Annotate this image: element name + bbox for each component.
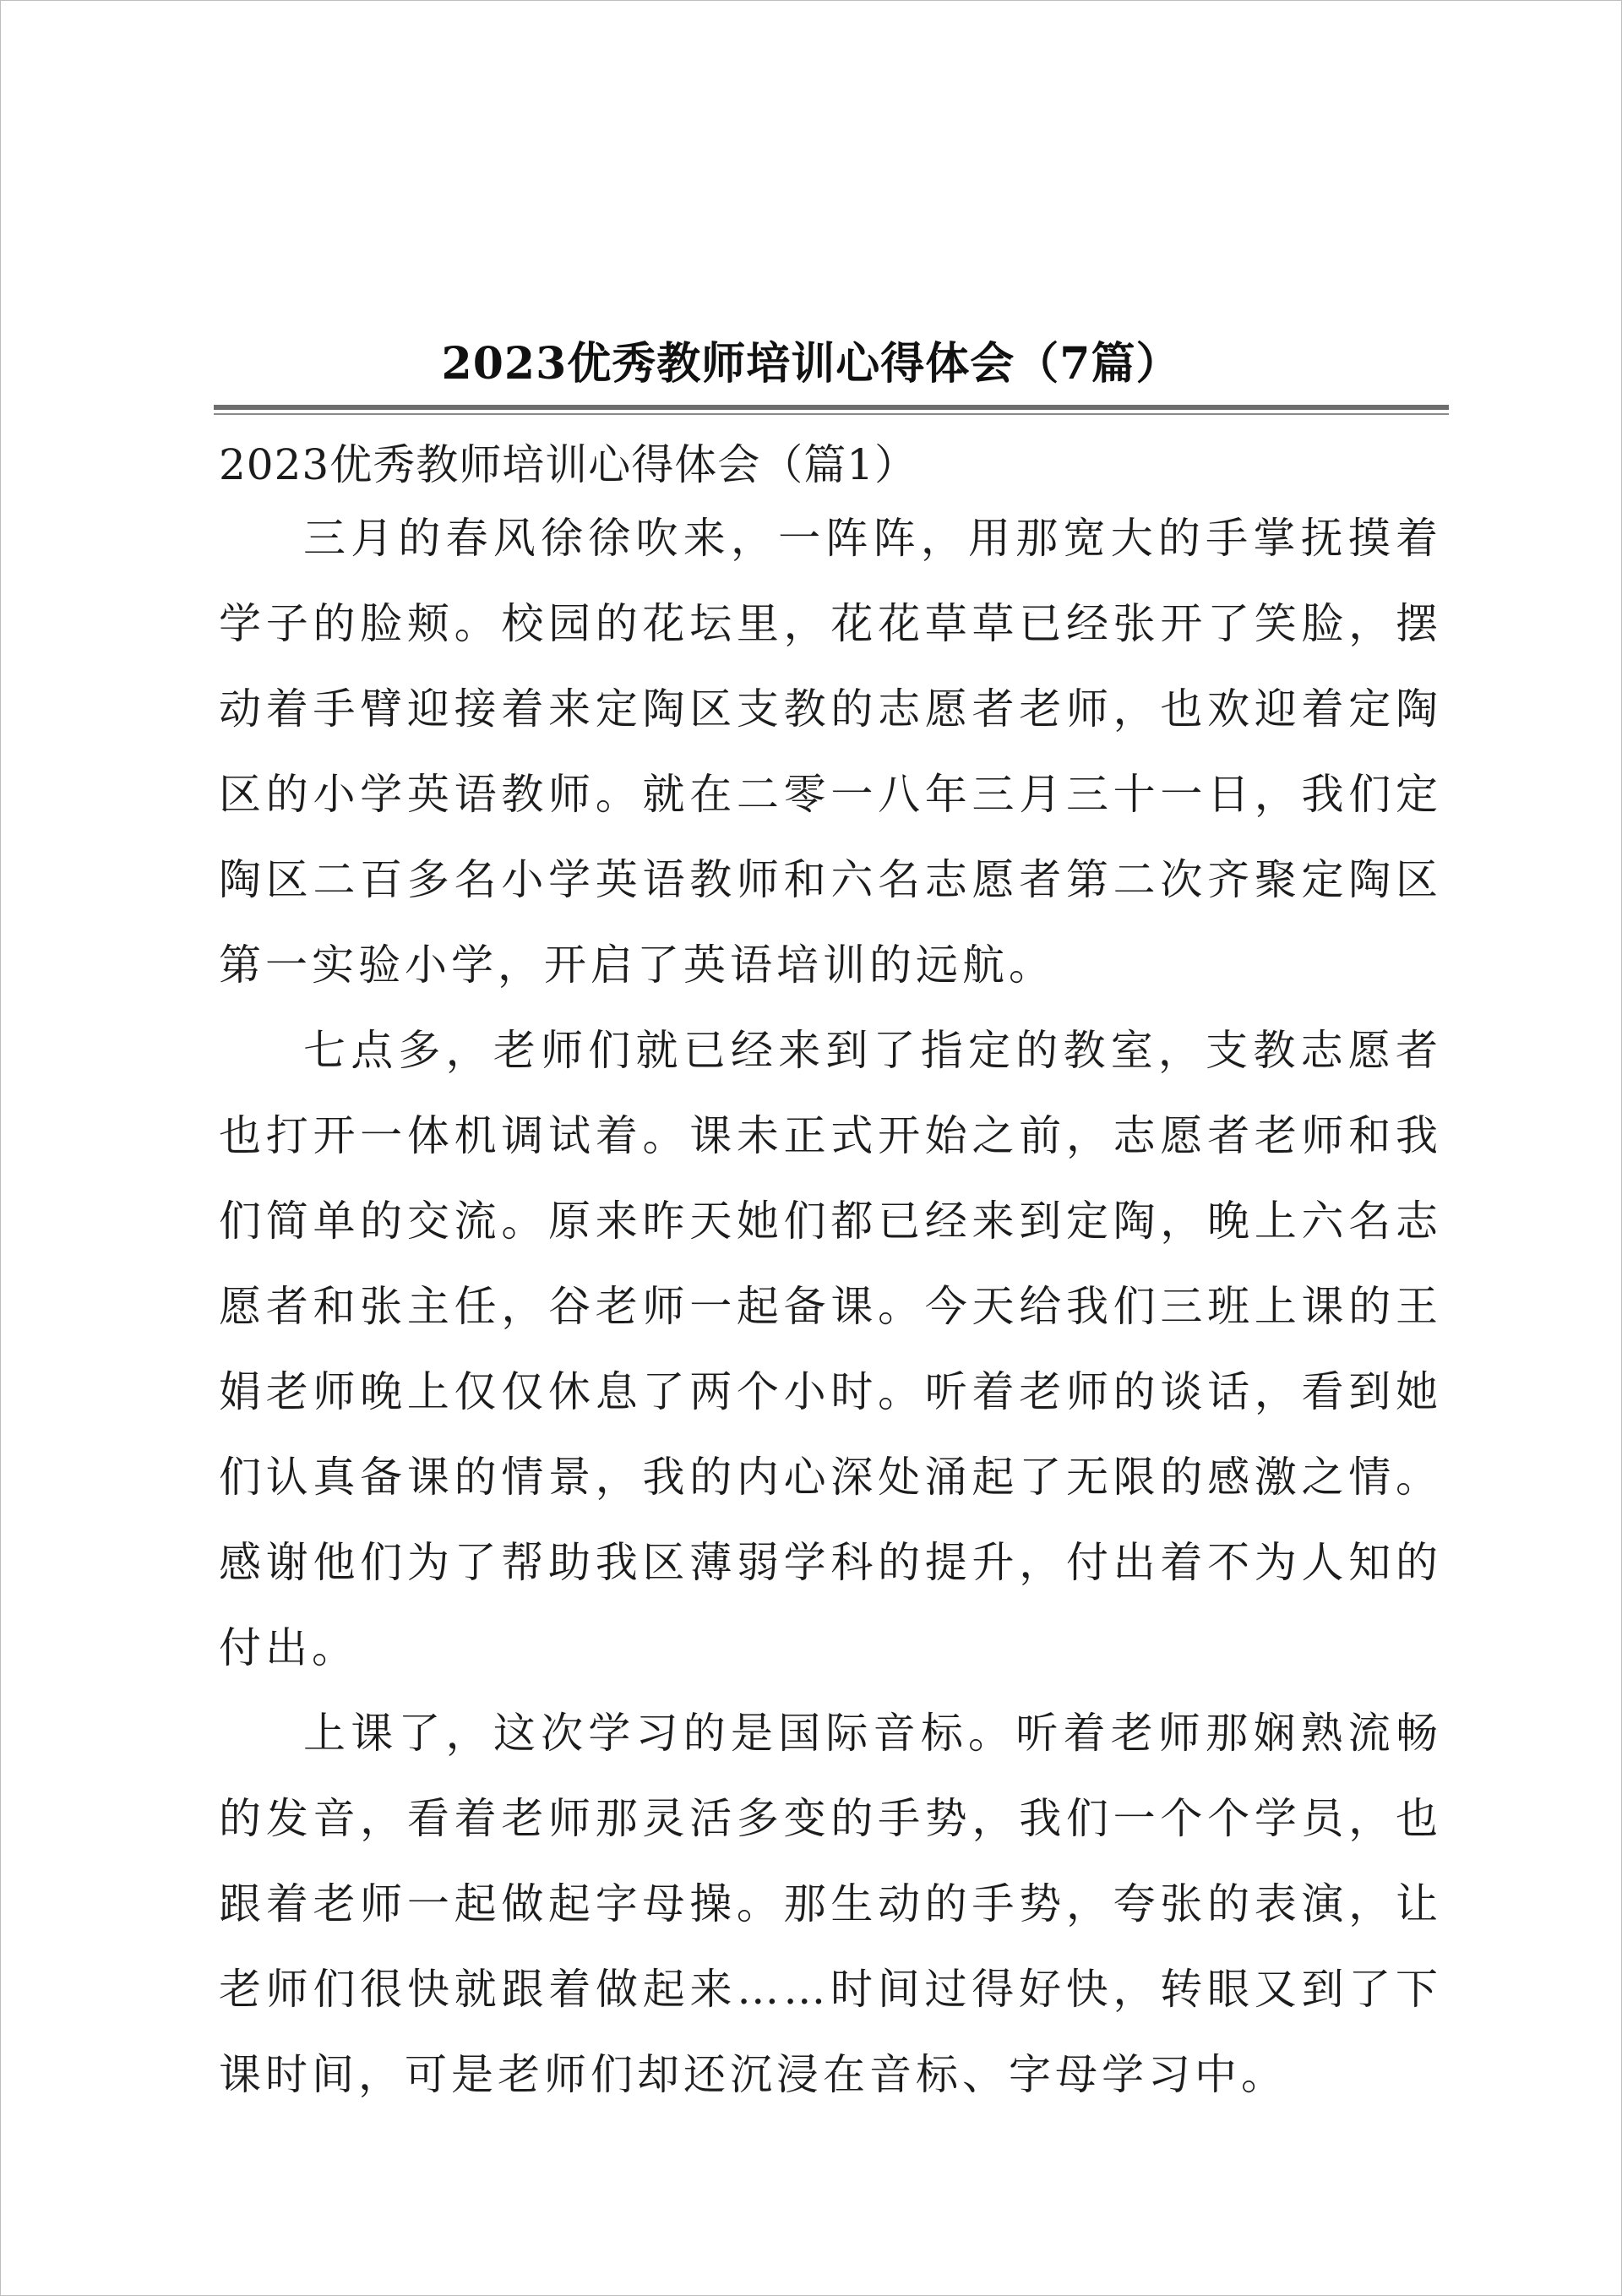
title-divider-thin	[214, 413, 1449, 415]
paragraph: 上课了，这次学习的是国际音标。听着老师那娴熟流畅的发音，看着老师那灵活多变的手势，我们一个个学员，也跟着老师一起做起字母操。那生动的手势，夸张的表演，让老师们很快就跟着做起来……时间过得好快，转眼又到了下课时间，可是老师们却还沉浸在音标、字母学习中。	[219, 1709, 1442, 2099]
paragraph: 七点多，老师们就已经来到了指定的教室，支教志愿者也打开一体机调试着。课未正式开始之前，志愿者老师和我们简单的交流。原来昨天她们都已经来到定陶，晚上六名志愿者和张主任，谷老师一起备课。今天给我们三班上课的王娟老师晚上仅仅休息了两个小时。听着老师的谈话，看到她们认真备课的情景，我的内心深处涌起了无限的感激之情。感谢他们为了帮助我区薄弱学科的提升，付出着不为人知的付出。	[219, 1026, 1442, 1672]
paragraph: 三月的春风徐徐吹来，一阵阵，用那宽大的手掌抚摸着学子的脸颊。校园的花坛里，花花草草已经张开了笑脸，摆动着手臂迎接着来定陶区支教的志愿者老师，也欢迎着定陶区的小学英语教师。就在二零一八年三月三十一日，我们定陶区二百多名小学英语教师和六名志愿者第二次齐聚定陶区第一实验小学，开启了英语培训的远航。	[219, 514, 1442, 990]
document-title: 2023优秀教师培训心得体会（7篇）	[441, 338, 1181, 390]
title-divider-thick	[214, 405, 1449, 410]
document-body	[219, 434, 1442, 2118]
section-heading: 2023优秀教师培训心得体会（篇1）	[219, 440, 918, 489]
